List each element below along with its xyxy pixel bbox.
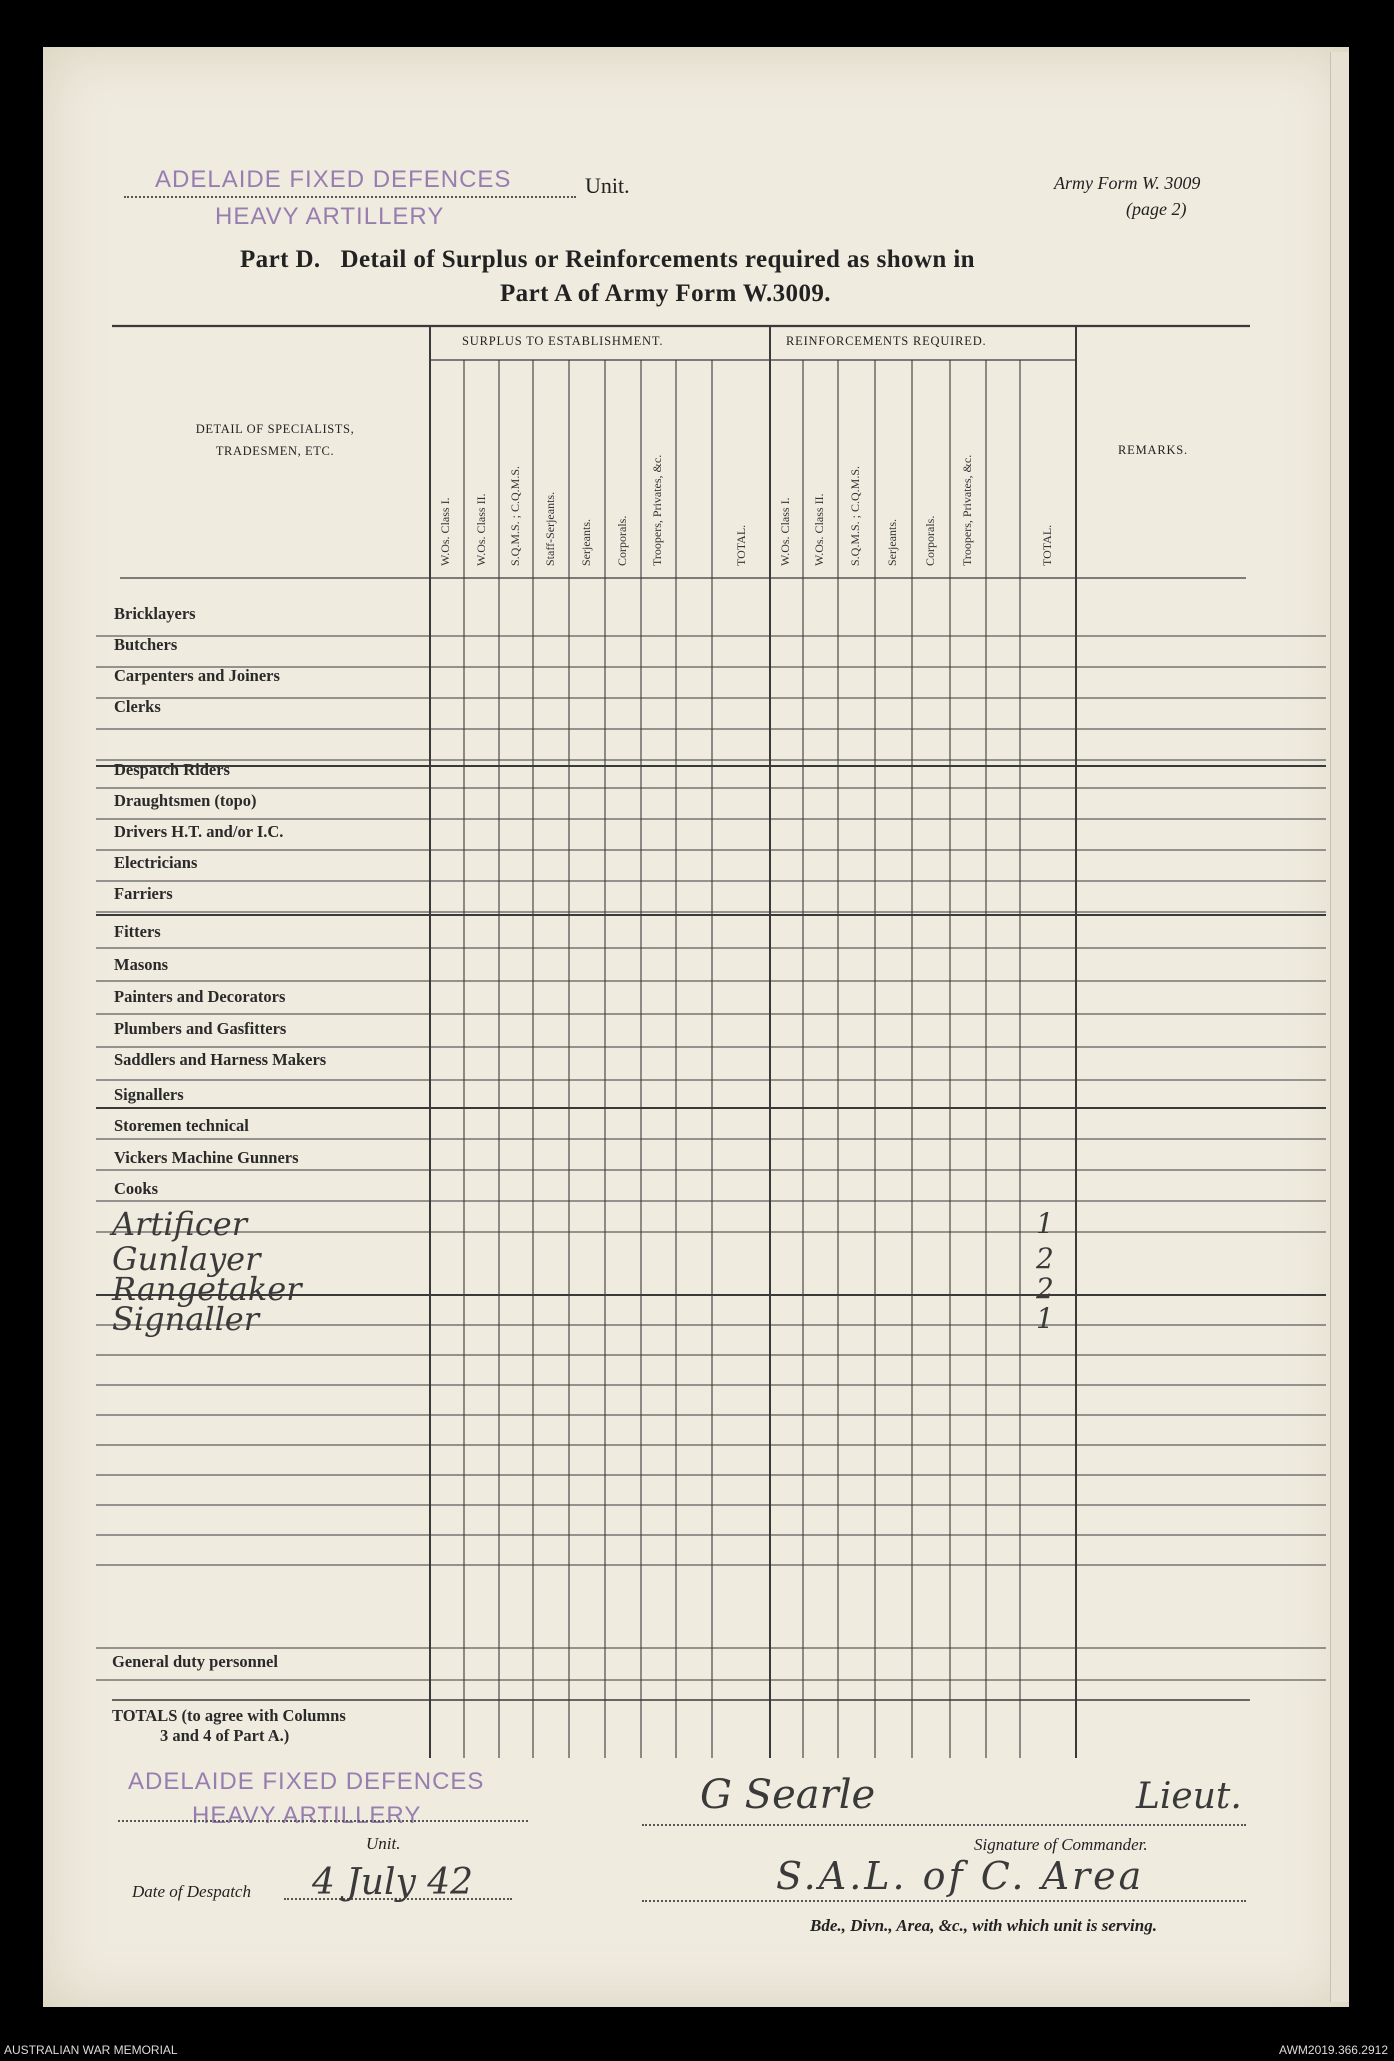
reinforcements-column-header-3: Serjeants. [885, 519, 899, 566]
row-label: Masons [114, 955, 169, 974]
row-label: Vickers Machine Gunners [114, 1148, 299, 1167]
reinforcements-header: REINFORCEMENTS REQUIRED. [786, 334, 987, 348]
handwritten-row-label: Signaller [112, 1300, 260, 1338]
reinforcements-column-header-5: Troopers, Privates, &c. [960, 454, 974, 566]
handwritten-row-label: Artificer [112, 1205, 247, 1243]
reinforcements-column-header-0: W.Os. Class I. [778, 497, 792, 566]
row-label: Plumbers and Gasfitters [114, 1019, 287, 1038]
surplus-column-header-1: W.Os. Class II. [474, 493, 488, 566]
handwritten-row-label: Rangetaker [112, 1270, 302, 1308]
row-label: Painters and Decorators [114, 987, 286, 1006]
surplus-column-header-0: W.Os. Class I. [438, 497, 452, 566]
handwritten-row-total: 2 [1036, 1242, 1054, 1275]
reinforcements-column-header-1: W.Os. Class II. [812, 493, 826, 566]
area-dotline [642, 1900, 1246, 1902]
surplus-column-header-8: TOTAL. [734, 524, 748, 566]
commander-rank: Lieut. [1136, 1776, 1242, 1817]
totals-label-line1: TOTALS (to agree with Columns [112, 1706, 346, 1725]
remarks-header: REMARKS. [1118, 443, 1188, 457]
unit-stamp-line2: HEAVY ARTILLERY [215, 203, 445, 230]
form-name: Army Form W. 3009 [1054, 173, 1201, 193]
surplus-column-header-3: Staff-Serjeants. [543, 491, 557, 566]
surplus-header: SURPLUS TO ESTABLISHMENT. [462, 334, 664, 348]
row-label: Carpenters and Joiners [114, 666, 280, 685]
surplus-column-header-5: Corporals. [615, 515, 629, 566]
row-label: Fitters [114, 922, 161, 941]
general-duty-label: General duty personnel [112, 1652, 278, 1671]
footer-unit-label: Unit. [366, 1834, 401, 1853]
reinforcements-column-header-7: TOTAL. [1040, 524, 1054, 566]
footer-unit-dotline [118, 1820, 528, 1822]
area-value: S.A.L. of C. Area [776, 1854, 1145, 1898]
credit-bar [0, 2039, 1394, 2061]
signature-label: Signature of Commander. [974, 1835, 1148, 1854]
form-title-line1: Part D. Detail of Surplus or Reinforcements required as shown in [240, 246, 975, 273]
handwritten-row-total: 1 [1036, 1207, 1054, 1240]
reinforcements-column-header-2: S.Q.M.S. ; C.Q.M.S. [848, 465, 862, 566]
area-label: Bde., Divn., Area, &c., with which unit is serving. [810, 1916, 1157, 1935]
row-label: Drivers H.T. and/or I.C. [114, 822, 284, 841]
unit-dotline [124, 196, 576, 198]
row-label: Draughtsmen (topo) [114, 791, 257, 810]
handwritten-row-total: 1 [1036, 1302, 1054, 1335]
surplus-column-header-2: S.Q.M.S. ; C.Q.M.S. [508, 465, 522, 566]
totals-label-line2: 3 and 4 of Part A.) [160, 1726, 290, 1745]
handwritten-row-label: Gunlayer [112, 1240, 261, 1278]
row-label: Cooks [114, 1179, 159, 1198]
row-label: Bricklayers [114, 604, 196, 623]
form-page: (page 2) [1126, 199, 1187, 219]
form-title-line2: Part A of Army Form W.3009. [500, 280, 831, 307]
row-label: Farriers [114, 884, 173, 903]
footer-stamp-line1: ADELAIDE FIXED DEFENCES [128, 1768, 485, 1795]
surplus-column-header-4: Serjeants. [579, 519, 593, 566]
detail-header: DETAIL OF SPECIALISTS, TRADESMEN, ETC. [195, 422, 355, 458]
row-label: Storemen technical [114, 1116, 249, 1135]
unit-label: Unit. [585, 173, 630, 198]
handwritten-row-total: 2 [1036, 1272, 1054, 1305]
reinforcements-column-header-4: Corporals. [923, 515, 937, 566]
row-label: Saddlers and Harness Makers [114, 1050, 327, 1069]
date-value: 4 July 42 [312, 1862, 474, 1903]
row-label: Butchers [114, 635, 178, 654]
signature-dotline [642, 1824, 1246, 1826]
commander-signature: G Searle [700, 1772, 876, 1818]
row-label: Despatch Riders [114, 760, 230, 779]
paper-edge [1330, 52, 1349, 2002]
footer-stamp-line2: HEAVY ARTILLERY [192, 1802, 422, 1829]
row-label: Electricians [114, 853, 198, 872]
credit-left: AUSTRALIAN WAR MEMORIAL [4, 2043, 178, 2057]
surplus-column-header-6: Troopers, Privates, &c. [650, 454, 664, 566]
credit-right: AWM2019.366.2912 [1279, 2043, 1388, 2057]
row-label: Clerks [114, 697, 161, 716]
date-of-despatch-label: Date of Despatch [132, 1882, 251, 1901]
row-label: Signallers [114, 1085, 184, 1104]
unit-stamp-line1: ADELAIDE FIXED DEFENCES [155, 166, 512, 193]
